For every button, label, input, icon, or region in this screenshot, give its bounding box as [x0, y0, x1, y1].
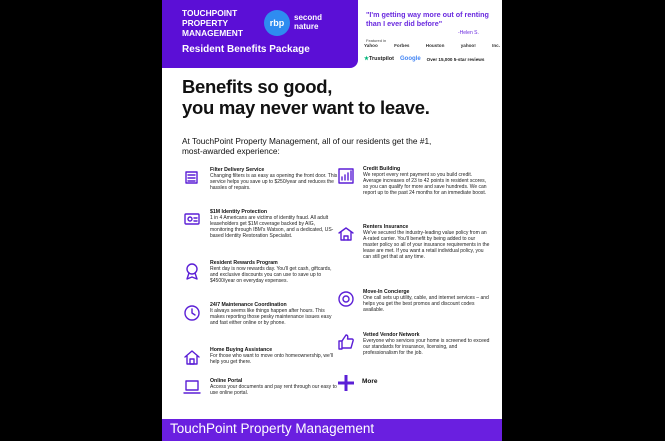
credit-chart-icon [336, 166, 356, 186]
benefit-title: Move-In Concierge [363, 289, 410, 295]
rbp-logo: rbp [264, 10, 290, 36]
press-logo: Inc. [492, 43, 500, 48]
headline [182, 76, 492, 118]
intro-text: At TouchPoint Property Management, all of our residents get the #1, most-awarded experience: [182, 136, 432, 156]
benefit-title: Home Buying Assistance [210, 347, 273, 353]
purple-banner [162, 0, 358, 68]
featured-in-label: Featured in [366, 38, 387, 43]
company-name: TOUCHPOINT PROPERTY MANAGEMENT [182, 8, 243, 38]
laptop-icon [182, 377, 202, 397]
benefit-description: 1 in 4 Americans are victims of identity fraud. All adult leaseholders get $1M coverage backed by AIG, monitoring through IBM's Watson, and a dedicated, US-based Identity Restoration Specialist. [210, 215, 334, 239]
trustpilot-logo: ★Trustpilot [364, 56, 394, 62]
star-icon: ★ [364, 56, 369, 62]
benefit-description: It always seems like things happen after hours. This makes reporting those pesky maintenance issues easy and fast either online or by phone. [210, 308, 332, 326]
renters-insurance-icon [336, 224, 356, 244]
benefit-description: One call sets up utility, cable, and internet services – and helps you get the best promos and discount codes available. [363, 295, 489, 313]
benefit-description: We report every rent payment so you build credit. Average increases of 23 to 42 points in resident scores, so you can qualify for more and save hundreds. We can report up to the past 24 months for an immediate boost. [363, 172, 487, 196]
benefit-title: Renters Insurance [363, 224, 409, 230]
headline-line-1: Benefits so good, [182, 76, 333, 97]
testimonial-author: -Helen S. [458, 30, 479, 36]
footer-title: TouchPoint Property Management [170, 421, 375, 436]
benefit-title: 24/7 Maintenance Coordination [210, 302, 287, 308]
benefit-title: Vetted Vendor Network [363, 332, 420, 338]
benefit-description: Access your documents and pay rent through our easy to use online portal. [210, 384, 337, 396]
home-buying-icon [182, 347, 202, 367]
benefit-title: Filter Delivery Service [210, 167, 265, 173]
filter-delivery-icon [182, 168, 202, 188]
second-nature-logo: second nature [294, 13, 323, 31]
benefit-description: Rent day is now rewards day. You'll get cash, giftcards, and exclusive discounts you can use to save up to $4500/year on everyday expenses. [210, 266, 332, 284]
plus-icon [336, 373, 356, 393]
identity-protection-icon [182, 209, 202, 229]
press-logo: Yahoo [364, 43, 378, 48]
benefit-title: Online Portal [210, 378, 243, 384]
headline-line-2: you may never want to leave. [182, 97, 430, 118]
benefit-description: Changing filters is as easy as opening the front door. This service helps you save up to $250/year and reduces the hassles of repairs. [210, 173, 338, 191]
benefit-title: Resident Rewards Program [210, 260, 278, 266]
more-label: More [362, 378, 378, 385]
thumbs-up-icon [336, 332, 356, 352]
move-in-concierge-icon [336, 289, 356, 309]
benefit-description: We've secured the industry-leading value policy from an A-rated carrier. You'll benefit by being added to our master policy so all of your insurance requirements in the lease are met. If you want a retail individual policy, you can still get that at any time. [363, 230, 490, 260]
footer-bar [162, 419, 502, 441]
benefit-description: Everyone who services your home is screened to exceed our standards for insurance, licensing, and professionalism for the job. [363, 338, 490, 356]
press-logos [364, 43, 500, 48]
benefit-title: $1M Identity Protection [210, 209, 268, 215]
package-title: Resident Benefits Package [182, 44, 310, 55]
press-logo: Forbes [394, 43, 410, 48]
header [162, 0, 502, 68]
clock-icon [182, 303, 202, 323]
ratings-row [364, 56, 500, 62]
benefit-title: Credit Building [363, 166, 401, 172]
google-logo: Google [400, 56, 421, 62]
press-logo: Houston [425, 43, 445, 48]
benefit-description: For those who want to move onto homeownership, we'll help you get there. [210, 353, 333, 365]
testimonial-quote: "I'm getting way more out of renting than I ever did before" [366, 10, 489, 28]
press-logo: yahoo! [460, 43, 476, 48]
review-count: Over 15,000 5-star reviews [426, 56, 485, 62]
benefits-flyer [162, 0, 502, 441]
rewards-badge-icon [182, 261, 202, 281]
